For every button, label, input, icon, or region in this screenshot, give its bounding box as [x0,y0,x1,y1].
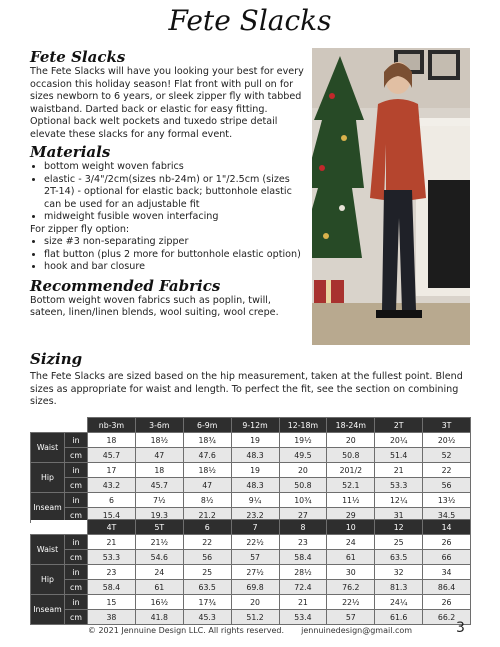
measurement-value: 32 [375,565,423,580]
size-header: 8 [279,520,327,535]
materials-item: • midweight fusible woven interfacing [44,211,306,224]
measurement-value: 23 [88,565,136,580]
measurement-value: 20¼ [375,433,423,448]
measurement-value: 51.4 [375,448,423,463]
measurement-value: 50.8 [279,478,327,493]
measurement-value: 49.5 [279,448,327,463]
table-row [31,580,471,595]
measurement-value: 29 [327,508,375,523]
measurement-value: 23.2 [231,508,279,523]
measurement-value: 47.6 [183,448,231,463]
measurement-value: 81.3 [375,580,423,595]
measurement-value: 61.6 [375,610,423,625]
size-chart-table-2 [30,519,471,625]
measurement-value: 20 [279,463,327,478]
fabrics-heading: Recommended Fabrics [30,276,221,295]
measurement-value: 9¼ [231,493,279,508]
unit-label: in [65,535,88,550]
measurement-value: 20 [327,433,375,448]
size-header: 6-9m [183,418,231,433]
measurement-value: 56 [183,550,231,565]
unit-label: cm [65,448,88,463]
measurement-value: 45.3 [183,610,231,625]
measurement-value: 30 [327,565,375,580]
measurement-value: 201/2 [327,463,375,478]
measurement-value: 18½ [183,463,231,478]
measurement-value: 52.1 [327,478,375,493]
materials-item: • elastic - 3/4"/2cm(sizes nb-24m) or 1"/2.5cm (sizes 2T-14) - optional for elastic back; buttonhole elastic can be used for an adjustable fit [44,174,306,212]
materials-item: • hook and bar closure [44,261,306,274]
materials-item: • flat button (plus 2 more for buttonhole elastic option) [44,249,306,262]
measurement-value: 31 [375,508,423,523]
measurement-value: 19 [231,433,279,448]
materials-heading: Materials [30,143,111,161]
measurement-value: 19.3 [135,508,183,523]
unit-label: in [65,433,88,448]
measurement-value: 15 [88,595,136,610]
measurement-value: 25 [183,565,231,580]
page-number: 3 [456,620,465,636]
measurement-value: 57 [327,610,375,625]
sizing-heading: Sizing [30,350,83,368]
measurement-value: 63.5 [183,580,231,595]
size-header: 12 [375,520,423,535]
measurement-value: 61 [135,580,183,595]
measurement-value: 17¾ [183,595,231,610]
measurement-value: 13½ [423,493,471,508]
measurement-value: 57 [231,550,279,565]
measurement-value: 6 [88,493,136,508]
measurement-value: 58.4 [279,550,327,565]
measurement-value: 21.2 [183,508,231,523]
measurement-value: 24 [135,565,183,580]
measurement-value: 18 [88,433,136,448]
table-corner [31,520,88,535]
measurement-value: 54.6 [135,550,183,565]
measurement-value: 21½ [135,535,183,550]
table-row [31,448,471,463]
table-row [31,478,471,493]
size-header: 3T [423,418,471,433]
measurement-value: 8½ [183,493,231,508]
size-header: 9-12m [231,418,279,433]
measurement-value: 18 [135,463,183,478]
fabrics-text: Bottom weight woven fabrics such as poplin, twill, sateen, linen/linen blends, wool suiting, wool crepe. [30,294,279,318]
measurement-value: 47 [183,478,231,493]
size-header: 12-18m [279,418,327,433]
measurement-label: Waist [31,535,65,565]
size-header: 2T [375,418,423,433]
measurement-value: 61 [327,550,375,565]
measurement-value: 15.4 [88,508,136,523]
measurement-value: 16½ [135,595,183,610]
measurement-value: 51.2 [231,610,279,625]
unit-label: cm [65,550,88,565]
materials-item: • size #3 non-separating zipper [44,236,306,249]
footer-email[interactable]: jennuinedesign@gmail.com [301,626,413,635]
table-row [31,433,471,448]
measurement-value: 24¼ [375,595,423,610]
sizing-text: The Fete Slacks are sized based on the hip measurement, taken at the fullest point. Blend sizes as appropriate for waist and length. To perfect the fit, see the section on combining sizes. [30,371,463,407]
measurement-value: 43.2 [88,478,136,493]
measurement-value: 53.4 [279,610,327,625]
intro-text: The Fete Slacks will have you looking your best for every occasion this holiday season! Flat front with pull on for sizes newborn to 6 years, or sleek zipper fly with tabbed waistband. Darted back or elastic for easy fitting. Optional back welt pockets and tuxedo stripe detail elevate these slacks for any formal event. [30,66,304,140]
footer [0,626,500,635]
measurement-value: 11½ [327,493,375,508]
measurement-value: 22 [423,463,471,478]
size-chart-table-1 [30,417,471,523]
measurement-value: 22½ [231,535,279,550]
measurement-value: 53.3 [88,550,136,565]
measurement-value: 58.4 [88,580,136,595]
unit-label: in [65,463,88,478]
size-header: 4T [88,520,136,535]
measurement-value: 72.4 [279,580,327,595]
measurement-value: 86.4 [423,580,471,595]
measurement-value: 48.3 [231,448,279,463]
table-row [31,535,471,550]
size-header: 14 [423,520,471,535]
size-header: 5T [135,520,183,535]
measurement-value: 17 [88,463,136,478]
measurement-value: 53.3 [375,478,423,493]
measurement-label: Inseam [31,493,65,523]
measurement-value: 34 [423,565,471,580]
size-header: 6 [183,520,231,535]
measurement-value: 56 [423,478,471,493]
measurement-value: 18¾ [183,433,231,448]
measurement-value: 19½ [279,433,327,448]
unit-label: cm [65,508,88,523]
size-header: 10 [327,520,375,535]
unit-label: cm [65,610,88,625]
measurement-value: 20 [231,595,279,610]
size-header: 3-6m [135,418,183,433]
table-corner [31,418,88,433]
measurement-value: 23 [279,535,327,550]
measurement-label: Hip [31,565,65,595]
measurement-value: 7½ [135,493,183,508]
measurement-value: 47 [135,448,183,463]
measurement-value: 22 [183,535,231,550]
page-title: Fete Slacks [168,4,332,37]
unit-label: in [65,565,88,580]
measurement-value: 21 [375,463,423,478]
unit-label: cm [65,580,88,595]
measurement-value: 34.5 [423,508,471,523]
measurement-value: 27 [279,508,327,523]
table-row [31,493,471,508]
measurement-value: 18½ [135,433,183,448]
measurement-value: 27½ [231,565,279,580]
measurement-label: Inseam [31,595,65,625]
size-header: nb-3m [88,418,136,433]
measurement-value: 24 [327,535,375,550]
measurement-value: 12¼ [375,493,423,508]
zipper-materials-list [30,236,306,274]
table-row [31,565,471,580]
measurement-label: Waist [31,433,65,463]
measurement-value: 21 [279,595,327,610]
measurement-value: 69.8 [231,580,279,595]
measurement-value: 66 [423,550,471,565]
measurement-value: 19 [231,463,279,478]
measurement-value: 25 [375,535,423,550]
materials-item: • bottom weight woven fabrics [44,161,306,174]
unit-label: in [65,493,88,508]
table-row [31,550,471,565]
table-row [31,610,471,625]
size-header: 18-24m [327,418,375,433]
product-photo [312,48,470,345]
footer-copyright: © 2021 Jennuine Design LLC. All rights reserved. [87,626,285,635]
measurement-value: 21 [88,535,136,550]
table-row [31,463,471,478]
measurement-value: 52 [423,448,471,463]
materials-list [30,161,306,224]
measurement-value: 76.2 [327,580,375,595]
measurement-value: 26 [423,595,471,610]
zipper-option-label: For zipper fly option: [30,223,130,235]
measurement-value: 41.8 [135,610,183,625]
measurement-value: 66.2 [423,610,471,625]
measurement-value: 50.8 [327,448,375,463]
measurement-value: 20½ [423,433,471,448]
measurement-value: 45.7 [88,448,136,463]
measurement-value: 26 [423,535,471,550]
intro-heading: Fete Slacks [30,48,126,66]
measurement-value: 22½ [327,595,375,610]
unit-label: in [65,595,88,610]
unit-label: cm [65,478,88,493]
measurement-value: 48.3 [231,478,279,493]
measurement-value: 63.5 [375,550,423,565]
measurement-value: 45.7 [135,478,183,493]
description-column [30,48,306,320]
table-row [31,595,471,610]
measurement-value: 28½ [279,565,327,580]
size-header: 7 [231,520,279,535]
measurement-value: 10¾ [279,493,327,508]
measurement-label: Hip [31,463,65,493]
measurement-value: 38 [88,610,136,625]
